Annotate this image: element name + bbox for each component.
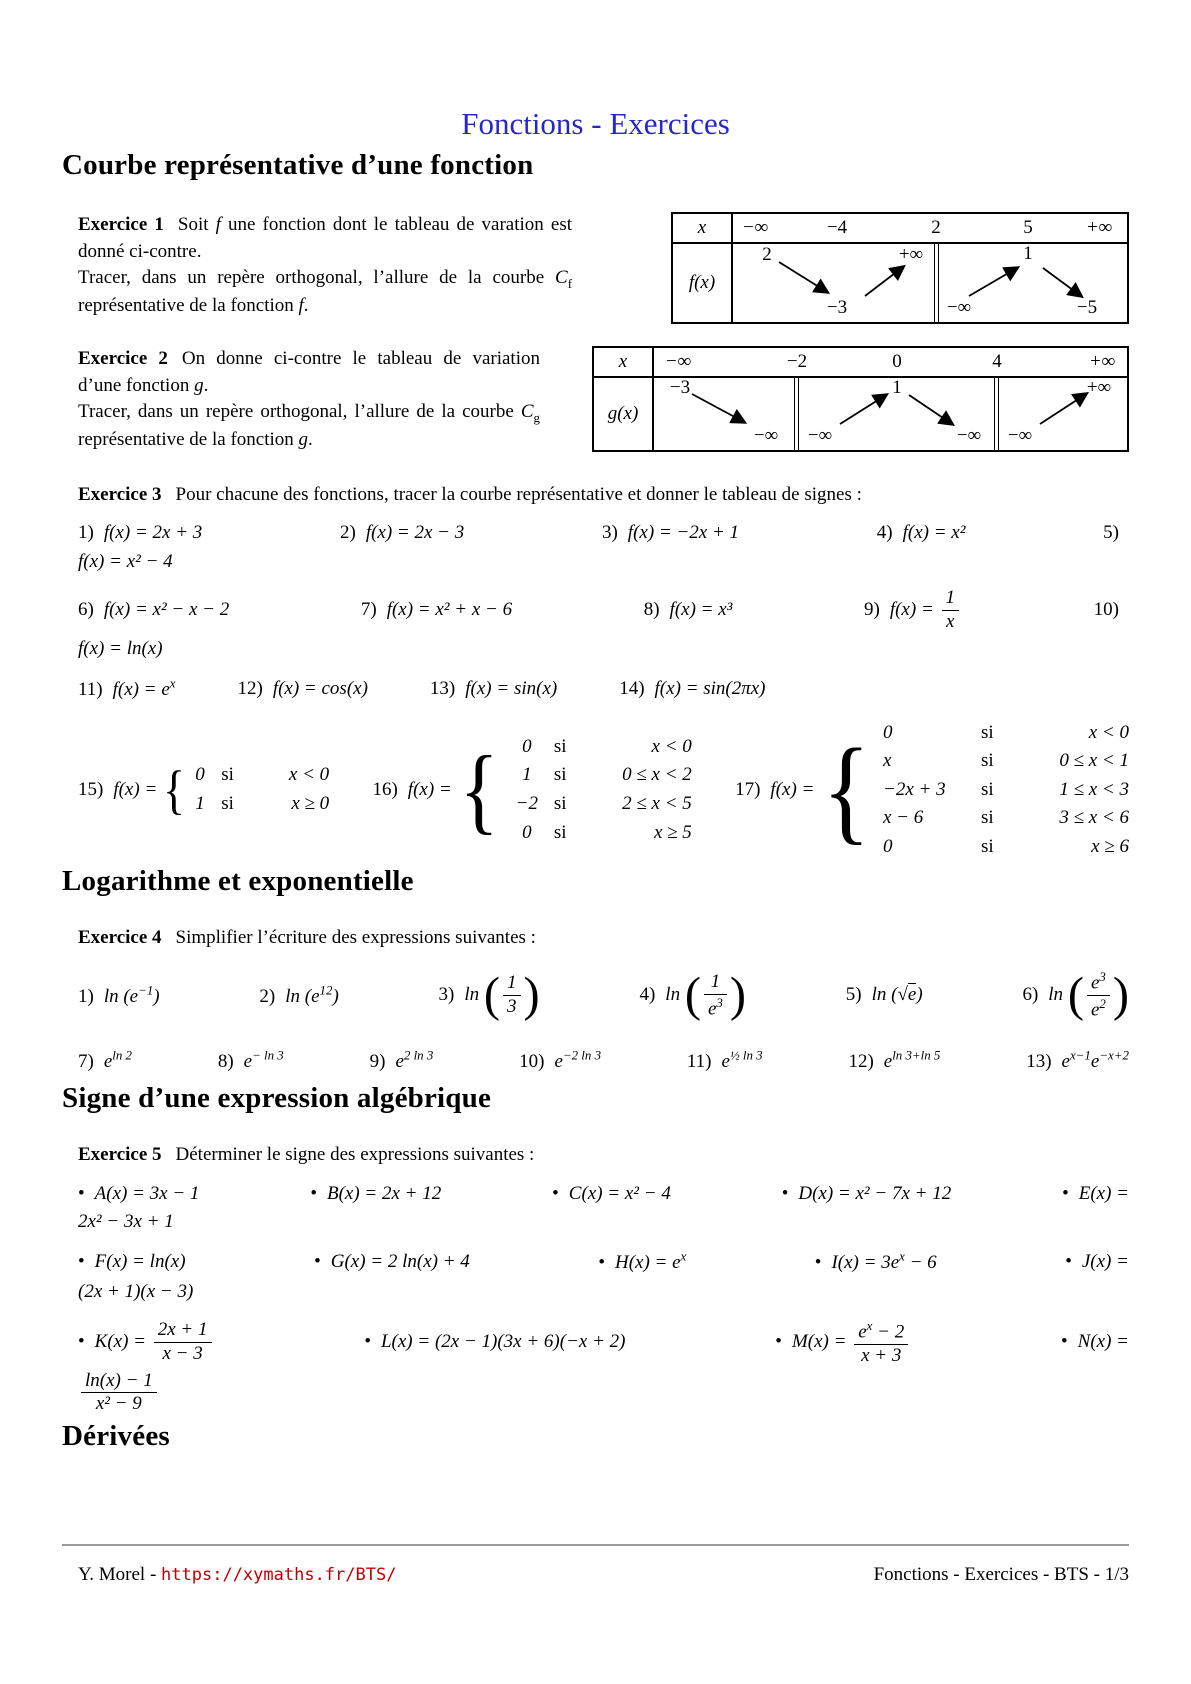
bullet-icon: • bbox=[1062, 1182, 1069, 1204]
exercice-4-row-1 bbox=[62, 964, 1129, 1028]
expression-item: • N(x) = bbox=[1061, 1331, 1129, 1353]
expression-item: • A(x) = 3x − 1 bbox=[78, 1182, 200, 1204]
table-g-value-limit-1l: −∞ bbox=[753, 425, 779, 447]
exercice-3-intro bbox=[62, 482, 1129, 509]
table-g-double-bar-2 bbox=[994, 378, 999, 450]
bullet-icon: • bbox=[310, 1182, 317, 1204]
expression-item: • $H(x) = e^x$ bbox=[598, 1249, 687, 1274]
bullet-icon: • bbox=[1065, 1251, 1072, 1273]
section-heading-courbe: Courbe représentative d’une fonction bbox=[62, 149, 534, 182]
section-heading-derivees: Dérivées bbox=[62, 1420, 170, 1453]
exercice-5-row-3-continuation: $\frac{\ln(x) - 1}{\text{x² − 9}}$ bbox=[62, 1370, 1129, 1417]
expression-item: • $I(x) = 3e^x - 6$ bbox=[814, 1249, 937, 1274]
exercice-5-row-1 bbox=[62, 1181, 1129, 1208]
function-item: 5) bbox=[1103, 522, 1119, 544]
expression-item: 13) $e^{x-1}e^{-x+2}$ bbox=[1026, 1047, 1129, 1072]
exercice-5-instruction: Déterminer le signe des expressions suivantes : bbox=[175, 1144, 535, 1166]
page-footer bbox=[62, 1544, 1129, 1589]
bullet-icon: • bbox=[364, 1331, 371, 1353]
function-item: 12) f(x) = cos(x) bbox=[237, 677, 368, 699]
exercice-2-sentence-1: On donne ci-contre le tableau de variation d’une fonction g. bbox=[78, 347, 540, 396]
variation-table-f bbox=[671, 212, 1129, 324]
table-g-header-0: −∞ bbox=[664, 350, 692, 372]
piecewise-function-15: 15) f(x) = { 0 si x < 0 1 si x ≥ 0 bbox=[78, 760, 330, 821]
footer-rule bbox=[62, 1544, 1129, 1546]
exercice-5-intro bbox=[62, 1142, 1129, 1169]
table-f-variation-arrows bbox=[733, 244, 1127, 322]
table-f-header-1: −4 bbox=[826, 216, 848, 238]
bullet-icon: • bbox=[1061, 1331, 1068, 1353]
table-f-value-limit-right: −∞ bbox=[946, 297, 972, 319]
bullet-icon: • bbox=[814, 1252, 822, 1274]
table-f-double-bar bbox=[934, 244, 939, 322]
table-f-header-4: +∞ bbox=[1085, 216, 1113, 238]
exercice-1-label: Exercice 1 bbox=[78, 213, 164, 235]
bullet-icon: • bbox=[598, 1252, 605, 1274]
left-brace: { bbox=[822, 724, 871, 856]
function-item: 1) f(x) = 2x + 3 bbox=[78, 522, 203, 544]
exercice-1-sentence-1: Soit f une fonction dont le tableau de varation est donné ci-contre. bbox=[78, 213, 573, 262]
function-item: 7) f(x) = x² + x − 6 bbox=[360, 599, 513, 621]
table-g-value-max: 1 bbox=[892, 376, 902, 398]
expression-item: • B(x) = 2x + 12 bbox=[310, 1182, 442, 1204]
table-g-header-4: +∞ bbox=[1088, 350, 1116, 372]
piecewise-function-17: 17) f(x) = { 0 si x < 0 x si 0 ≤ x < 1 −2x + 3 si 1 ≤ x < 3 x − 6 si 3 ≤ x < 6 0 si x ≥ 6 bbox=[735, 721, 1129, 857]
function-item: 11) $f(x) = e^x$ bbox=[78, 675, 176, 700]
function-item: 2) f(x) = 2x − 3 bbox=[339, 522, 465, 544]
footer-page-info: Fonctions - Exercices - BTS - 1/3 bbox=[873, 1564, 1129, 1585]
left-brace: { bbox=[163, 760, 186, 821]
table-f-body bbox=[733, 244, 1127, 322]
expression-item: 6) ln ( $\frac{e^3}{e^2}$ ) bbox=[1022, 968, 1129, 1022]
expression-item: 10) $e^{-2 ln 3}$ bbox=[519, 1047, 602, 1072]
expression-item: • M(x) = $\frac{e^x - 2}{x + 3}$ bbox=[775, 1318, 911, 1368]
exercice-2-sentence-2: Tracer, dans un repère orthogonal, l’allure de la courbe $C_g$ représentative de la fonction g. bbox=[78, 401, 540, 451]
exercice-5-row-1-continuation: 2x² − 3x + 1 bbox=[78, 1211, 174, 1233]
table-f-fx-label: f(x) bbox=[688, 271, 716, 293]
bullet-icon: • bbox=[314, 1251, 321, 1273]
function-item: 3) f(x) = −2x + 1 bbox=[601, 522, 740, 544]
page-title: Fonctions - Exercices bbox=[461, 106, 730, 141]
expression-item: 7) $e^{ln 2}$ bbox=[78, 1047, 132, 1072]
bullet-icon: • bbox=[78, 1182, 85, 1204]
section-heading-signe: Signe d’une expression algébrique bbox=[62, 1081, 492, 1114]
expression-item: 5) ln (√e) bbox=[845, 984, 923, 1006]
function-item: 6) f(x) = x² − x − 2 bbox=[78, 599, 230, 621]
exercice-3-row-1-continuation: f(x) = x² − 4 bbox=[78, 550, 173, 572]
exercice-3-row-2-continuation: f(x) = ln(x) bbox=[78, 638, 163, 660]
exercice-5-row-3 bbox=[62, 1318, 1129, 1368]
expression-item: 8) $e^{- ln 3}$ bbox=[217, 1047, 284, 1072]
table-g-value-end: +∞ bbox=[1086, 376, 1112, 398]
table-g-value-limit-2r: −∞ bbox=[1007, 425, 1033, 447]
function-item: 4) f(x) = x² bbox=[876, 522, 966, 544]
left-brace: { bbox=[459, 736, 499, 844]
expression-item: • J(x) = bbox=[1065, 1251, 1129, 1273]
exercice-3-instruction: Pour chacune des fonctions, tracer la courbe représentative et donner le tableau de signes : bbox=[175, 483, 862, 505]
table-g-x-label: x bbox=[594, 348, 652, 378]
section-heading-logarithme: Logarithme et exponentielle bbox=[62, 864, 414, 897]
table-g-header-1: −2 bbox=[786, 350, 808, 372]
expression-item: • G(x) = 2 ln(x) + 4 bbox=[314, 1251, 470, 1273]
table-f-value-min: −3 bbox=[826, 297, 848, 319]
table-g-variation-arrows bbox=[654, 378, 1127, 450]
exercice-5-label: Exercice 5 bbox=[78, 1144, 162, 1166]
exercice-4-label: Exercice 4 bbox=[78, 927, 162, 949]
exercice-5-row-2-continuation: (2x + 1)(x − 3) bbox=[78, 1280, 194, 1302]
table-f-value-end: −5 bbox=[1076, 297, 1098, 319]
exercice-5-row-2 bbox=[62, 1248, 1129, 1277]
exercice-3-row-3 bbox=[62, 675, 1129, 704]
expression-item: 1) $\ln (e^{-1})$ bbox=[78, 982, 160, 1007]
table-g-value-start: −3 bbox=[669, 376, 691, 398]
table-g-header-2: 0 bbox=[892, 350, 902, 372]
table-g-double-bar-1 bbox=[794, 378, 799, 450]
footer-url-link[interactable]: https://xymaths.fr/BTS/ bbox=[161, 1565, 397, 1585]
table-f-header-2: 2 bbox=[931, 216, 941, 238]
exercice-3-row-1 bbox=[62, 520, 1129, 547]
bullet-icon: • bbox=[775, 1330, 782, 1352]
exercice-4-intro bbox=[62, 925, 1129, 952]
function-item: 10) bbox=[1093, 599, 1119, 621]
function-item: 8) f(x) = x³ bbox=[643, 599, 733, 621]
variation-table-g bbox=[592, 346, 1129, 452]
bullet-icon: • bbox=[781, 1182, 789, 1204]
function-item: 14) f(x) = sin(2πx) bbox=[619, 677, 766, 699]
table-f-value-limit-left: +∞ bbox=[898, 243, 924, 265]
bullet-icon: • bbox=[552, 1182, 559, 1204]
exercice-1-text bbox=[78, 212, 572, 320]
expression-item: 9) $e^{2 ln 3}$ bbox=[369, 1047, 434, 1072]
table-f-value-start: 2 bbox=[762, 243, 772, 265]
expression-item: • D(x) = x² − 7x + 12 bbox=[781, 1182, 952, 1204]
variation-table-g-labels bbox=[594, 348, 654, 450]
expression-item: 4) ln ( $\frac{1}{e^3}$ ) bbox=[639, 968, 746, 1022]
exercice-4-row-2 bbox=[62, 1044, 1129, 1078]
table-g-gx-label: g(x) bbox=[607, 402, 639, 424]
table-g-body bbox=[654, 378, 1127, 450]
variation-table-f-labels bbox=[673, 214, 733, 322]
exercice-2-text bbox=[78, 346, 540, 454]
expression-item: • K(x) = $\frac{2x + 1}{x - 3}$ bbox=[78, 1319, 215, 1366]
piecewise-function-16: 16) f(x) = { 0 si x < 0 1 si 0 ≤ x < 2 −2 si 2 ≤ x < 5 0 si x ≥ 5 bbox=[372, 735, 692, 844]
exercice-2-label: Exercice 2 bbox=[78, 347, 168, 369]
expression-item: 12) $e^{ln 3+ln 5}$ bbox=[848, 1047, 941, 1072]
exercice-2 bbox=[62, 346, 1129, 454]
footer-author: Y. Morel - https://xymaths.fr/BTS/ bbox=[78, 1564, 397, 1585]
table-g-header-row bbox=[654, 348, 1127, 378]
function-item: 13) f(x) = sin(x) bbox=[429, 677, 558, 699]
expression-item: • F(x) = ln(x) bbox=[78, 1251, 186, 1273]
expression-item: 11) $e^{\frac{1}{2} ln 3}$ bbox=[686, 1047, 763, 1072]
exercice-3-label: Exercice 3 bbox=[78, 483, 162, 505]
table-f-header-3: 5 bbox=[1023, 216, 1033, 238]
expression-item: • C(x) = x² − 4 bbox=[552, 1182, 671, 1204]
table-f-value-max: 1 bbox=[1023, 242, 1033, 264]
table-g-value-limit-1r: −∞ bbox=[807, 425, 833, 447]
table-g-value-limit-2l: −∞ bbox=[956, 425, 982, 447]
expression-item: 3) ln ( $\frac{1}{3}$ ) bbox=[438, 968, 540, 1022]
table-g-header-3: 4 bbox=[992, 350, 1002, 372]
exercice-1-sentence-2: Tracer, dans un repère orthogonal, l’allure de la courbe $C_f$ représentative de la fonction f. bbox=[78, 267, 572, 317]
expression-item: • E(x) = bbox=[1062, 1182, 1129, 1204]
expression-item: 2) $\ln (e^{12})$ bbox=[259, 982, 339, 1007]
bullet-icon: • bbox=[78, 1330, 85, 1352]
exercice-1 bbox=[62, 212, 1129, 324]
exercice-3-row-2 bbox=[62, 587, 1129, 634]
table-f-header-0: −∞ bbox=[741, 216, 769, 238]
table-f-header-row bbox=[733, 214, 1127, 244]
exercice-3-piecewise-row bbox=[62, 720, 1129, 861]
bullet-icon: • bbox=[78, 1251, 85, 1273]
table-f-x-label: x bbox=[673, 214, 731, 244]
exercice-4-instruction: Simplifier l’écriture des expressions suivantes : bbox=[175, 927, 536, 949]
expression-item: • L(x) = (2x − 1)(3x + 6)(−x + 2) bbox=[364, 1331, 626, 1353]
function-item: 9) f(x) = $\frac{1}{x}$ bbox=[864, 587, 962, 634]
